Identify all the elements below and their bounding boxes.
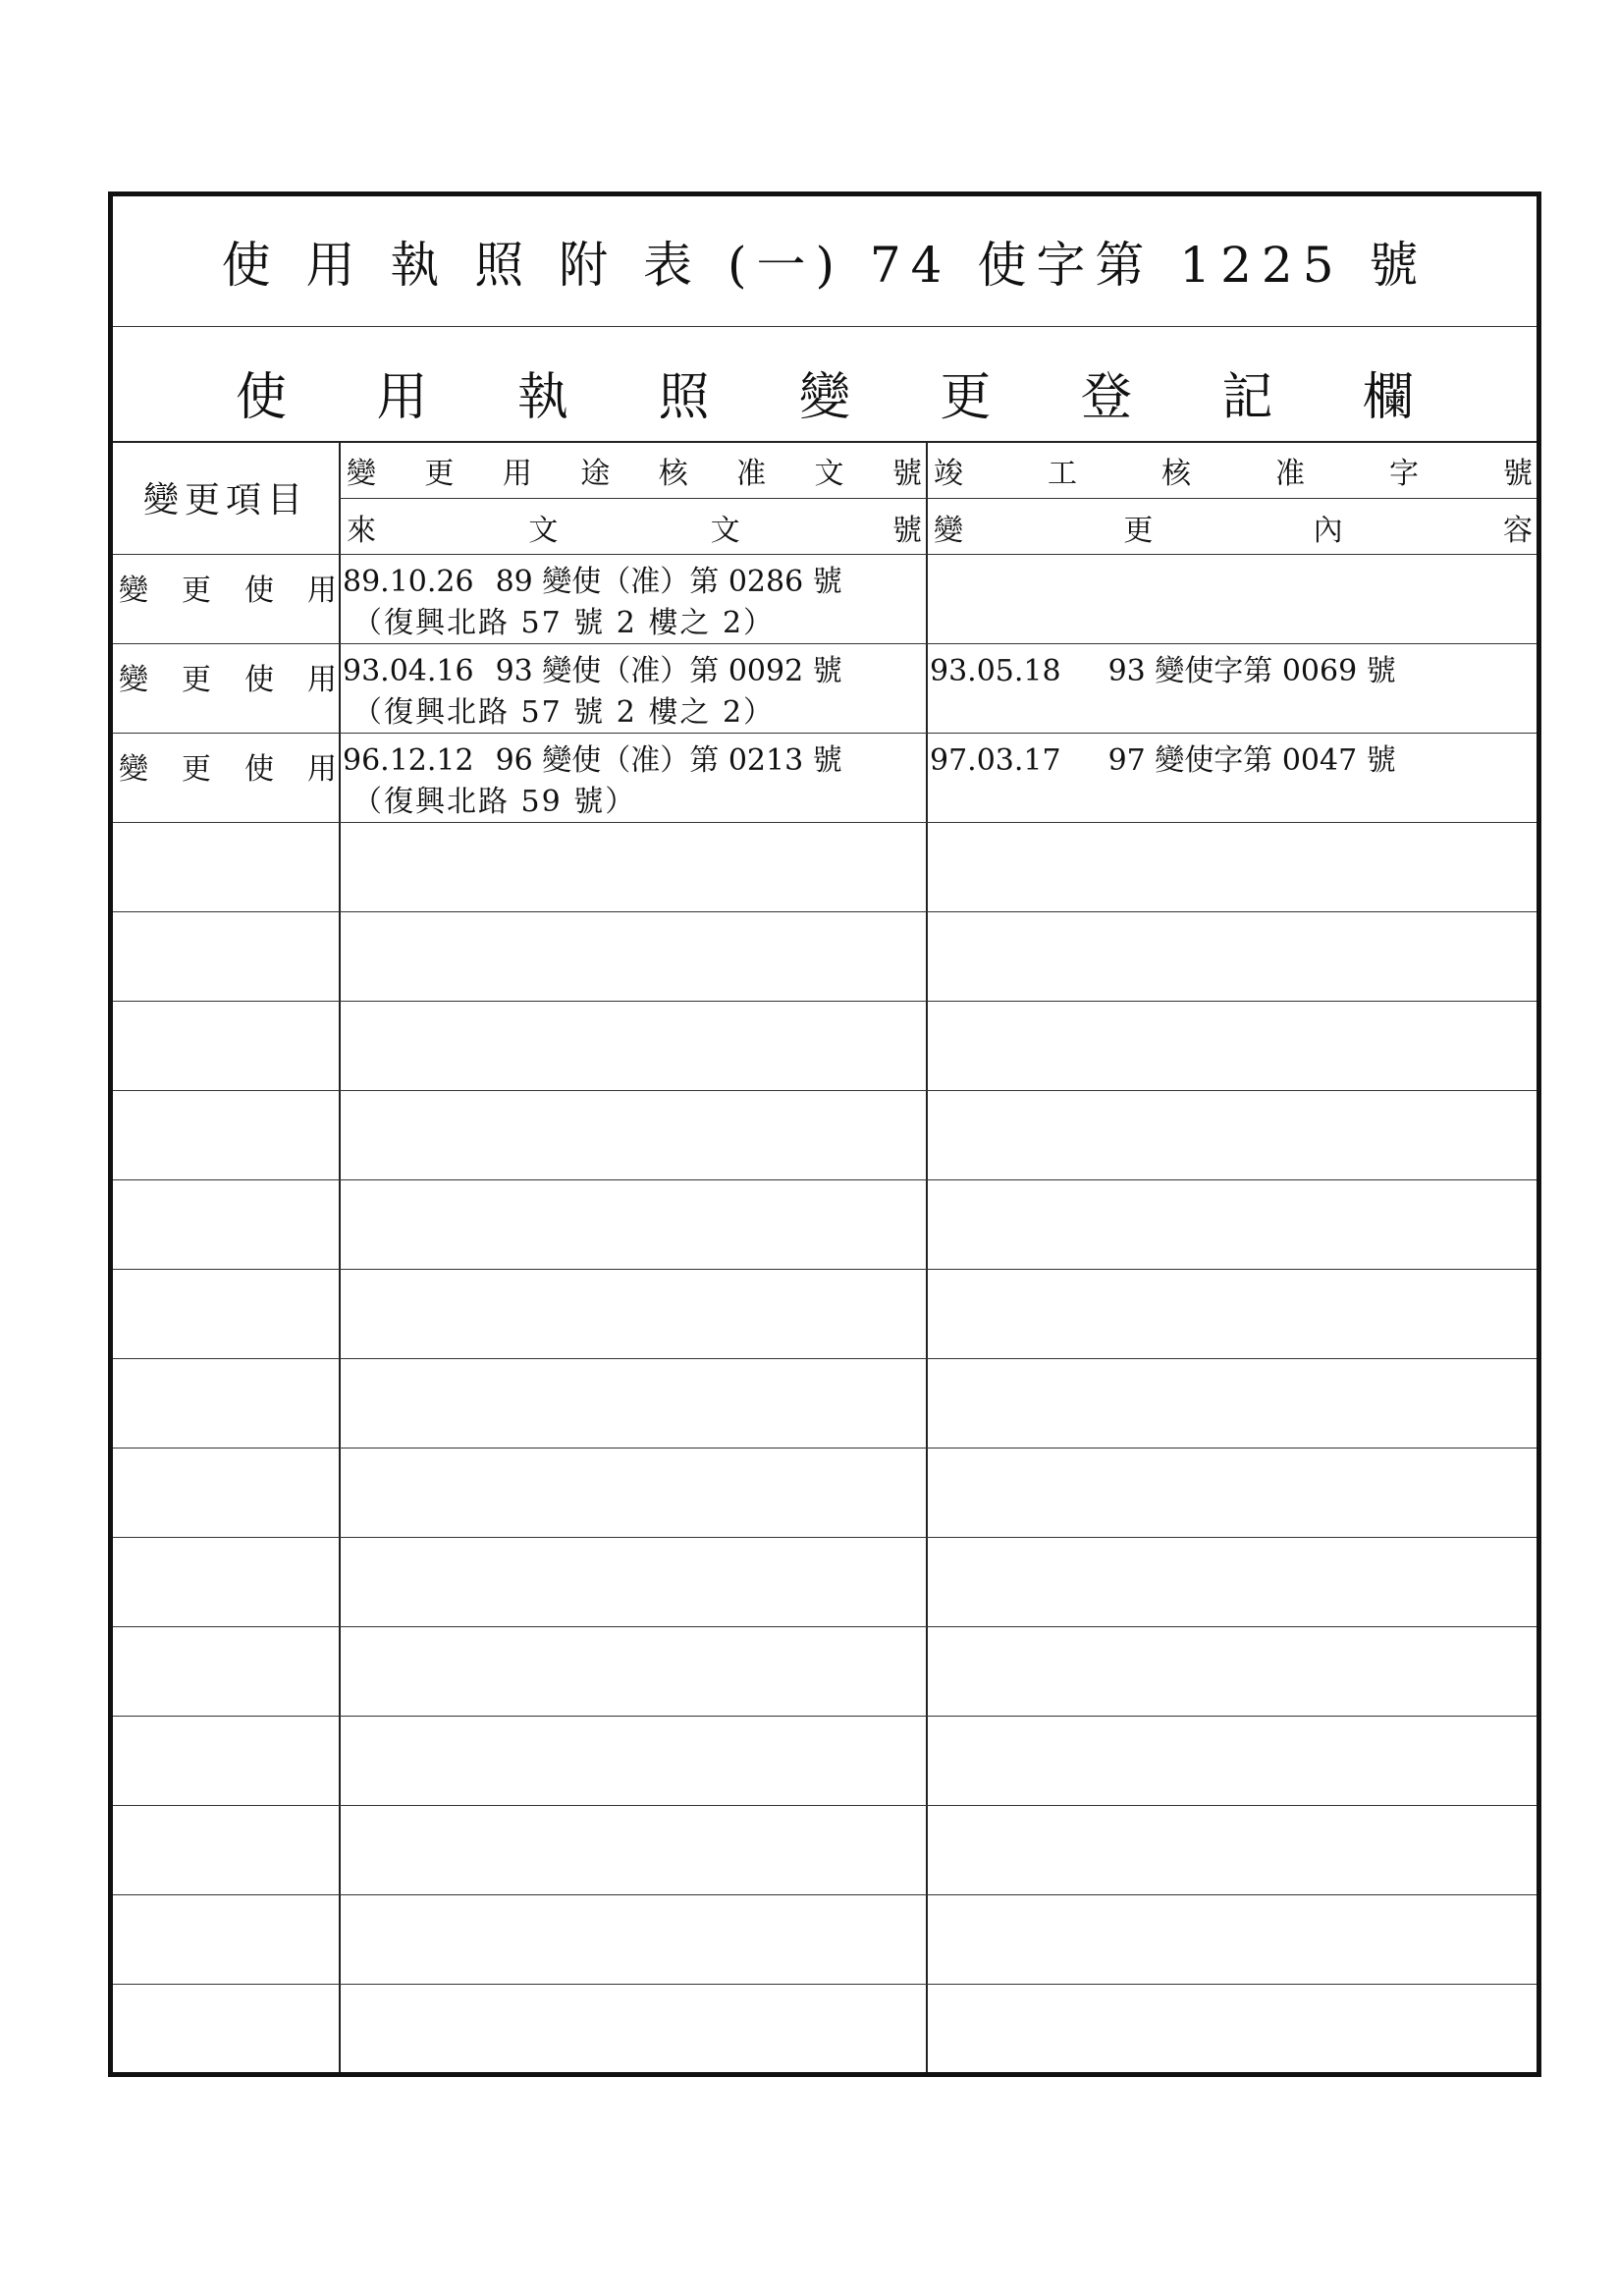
section-title-char: 記 — [1221, 368, 1273, 427]
row-item-char: 更 — [182, 752, 211, 787]
header-char: 變 — [934, 514, 963, 548]
header-incoming-doc-no — [341, 502, 926, 553]
approval-date: 93.04.16 — [343, 654, 474, 688]
row-item-char: 使 — [244, 663, 274, 697]
address: （復興北路 57 號 2 樓之 2） — [352, 606, 776, 640]
row-completion — [928, 645, 1537, 692]
header-char: 變 — [347, 457, 376, 491]
header-char: 來 — [347, 514, 376, 548]
row-divider — [113, 1448, 1537, 1449]
row-change-item — [113, 645, 339, 698]
header-completion-approval-no — [928, 445, 1537, 496]
row-divider — [113, 911, 1537, 912]
header-char: 途 — [580, 457, 611, 491]
row-item-char: 使 — [244, 752, 274, 787]
approval-doc-no: 93 變使（准）第 0092 號 — [495, 654, 842, 688]
row-item-char: 變 — [119, 574, 148, 608]
row-completion — [928, 735, 1537, 782]
header-char: 准 — [1275, 457, 1305, 491]
header-divider — [339, 498, 1537, 499]
row-approval-doc — [341, 645, 926, 734]
approval-doc-no: 96 變使（准）第 0213 號 — [495, 743, 842, 778]
address: （復興北路 59 號） — [352, 785, 637, 819]
row-approval-doc — [341, 735, 926, 823]
row-item-char: 使 — [244, 574, 274, 608]
row-divider — [113, 1090, 1537, 1091]
section-title-char: 變 — [798, 368, 850, 427]
completion-doc-no: 93 變使字第 0069 號 — [1107, 654, 1396, 688]
approval-date: 96.12.12 — [343, 743, 474, 778]
header-char: 文 — [710, 514, 740, 548]
row-divider — [113, 1894, 1537, 1895]
header-change-item: 變更項目 — [142, 480, 308, 520]
row-divider — [113, 1716, 1537, 1717]
header-char: 核 — [1161, 457, 1191, 491]
row-divider — [113, 1537, 1537, 1538]
section-title-char: 欄 — [1362, 368, 1414, 427]
header-char: 更 — [424, 457, 455, 491]
section-title-char: 登 — [1080, 368, 1132, 427]
row-item-char: 變 — [119, 663, 148, 697]
header-approval-doc-no — [341, 445, 926, 496]
header-char: 內 — [1313, 514, 1343, 548]
header-char: 容 — [1502, 514, 1533, 548]
header-char: 號 — [1503, 457, 1533, 491]
document-title: 使 用 執 照 附 表 (一) 74 使字第 1225 號 — [221, 237, 1429, 294]
header-char: 號 — [891, 457, 922, 491]
approval-date: 89.10.26 — [343, 565, 474, 599]
header-char: 文 — [528, 514, 559, 548]
row-item-char: 用 — [307, 752, 337, 787]
header-char: 用 — [502, 457, 532, 491]
row-divider — [113, 1001, 1537, 1002]
subtitle-row — [113, 326, 1537, 443]
row-item-char: 變 — [119, 752, 148, 787]
header-char: 更 — [1123, 514, 1154, 548]
row-item-char: 用 — [307, 663, 337, 697]
completion-doc-no: 97 變使字第 0047 號 — [1107, 743, 1396, 778]
header-char: 工 — [1048, 457, 1077, 491]
row-divider — [113, 1179, 1537, 1180]
header-char: 文 — [814, 457, 844, 491]
license-annex-table — [108, 191, 1541, 2077]
section-title-char: 使 — [236, 368, 288, 427]
section-title-char: 更 — [940, 368, 992, 427]
completion-date: 97.03.17 — [930, 743, 1061, 778]
row-change-item — [113, 735, 339, 788]
registration-grid — [113, 441, 1537, 2072]
row-completion — [928, 556, 1537, 603]
header-char: 核 — [658, 457, 688, 491]
row-divider — [113, 1269, 1537, 1270]
row-item-char: 更 — [182, 663, 211, 697]
row-divider — [113, 1358, 1537, 1359]
row-approval-doc — [341, 556, 926, 644]
row-divider — [113, 1805, 1537, 1806]
address: （復興北路 57 號 2 樓之 2） — [352, 695, 776, 730]
approval-doc-no: 89 變使（准）第 0286 號 — [495, 565, 842, 599]
section-title-char: 執 — [516, 368, 568, 427]
row-divider — [113, 554, 1537, 555]
header-char: 准 — [736, 457, 767, 491]
section-title — [236, 355, 1414, 429]
header-char: 竣 — [934, 457, 963, 491]
row-divider — [113, 1626, 1537, 1627]
row-change-item — [113, 556, 339, 609]
section-title-char: 照 — [658, 368, 710, 427]
row-item-char: 更 — [182, 574, 211, 608]
row-divider — [113, 1984, 1537, 1985]
header-char: 字 — [1389, 457, 1419, 491]
section-title-char: 用 — [376, 368, 428, 427]
header-char: 號 — [891, 514, 922, 548]
row-item-char: 用 — [307, 574, 337, 608]
header-change-content — [928, 502, 1537, 553]
completion-date: 93.05.18 — [930, 654, 1061, 688]
title-row — [113, 196, 1537, 327]
